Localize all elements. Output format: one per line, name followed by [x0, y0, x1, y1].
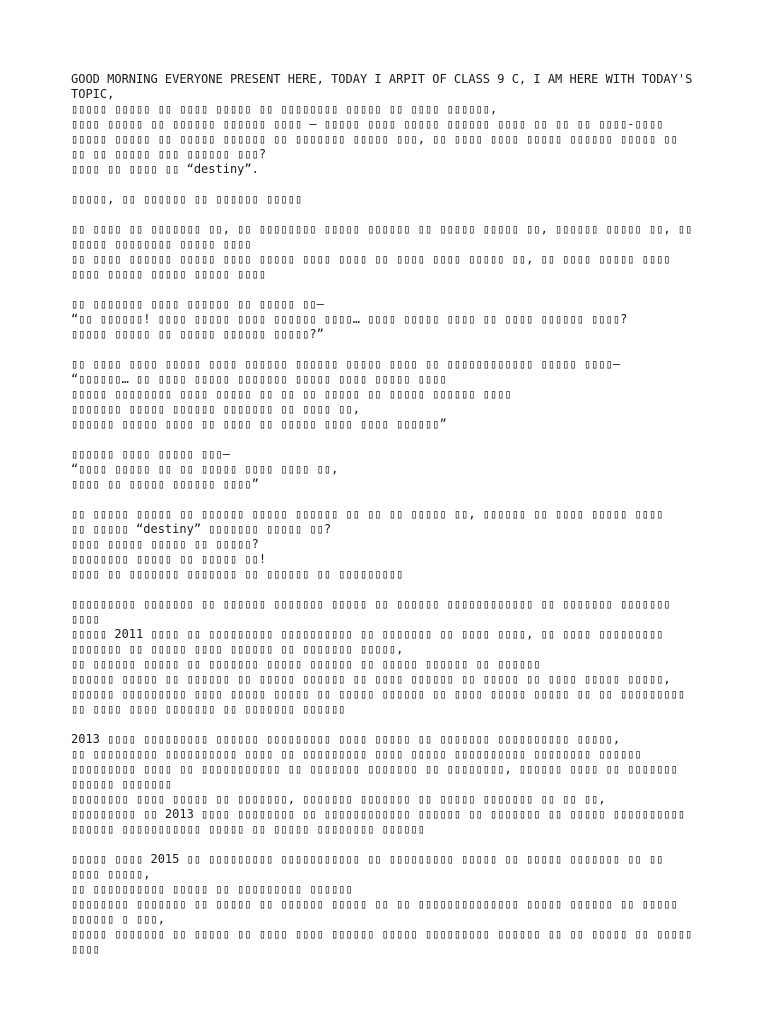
paragraph: [71, 222, 698, 282]
text-line: ▯▯▯▯▯▯▯▯▯ ▯▯▯▯ ▯▯ ▯▯▯▯▯▯▯▯▯▯▯ ▯▯ ▯▯▯▯▯▯▯ ▯▯▯▯▯▯▯ ▯▯ ▯▯▯▯▯▯▯▯, ▯▯▯▯▯▯ ▯▯▯▯ ▯▯ ▯▯▯▯▯▯▯ ▯▯▯▯▯▯ ▯▯▯▯▯▯▯: [71, 762, 686, 791]
text-line: ▯▯▯▯ ▯▯▯▯▯ ▯▯ ▯▯▯▯▯▯ ▯▯▯▯▯▯ ▯▯▯▯ — ▯▯▯▯▯ ▯▯▯▯ ▯▯▯▯▯ ▯▯▯▯▯▯ ▯▯▯▯ ▯▯ ▯▯ ▯▯ ▯▯▯▯-▯▯▯▯ ▯▯▯▯▯ ▯▯▯▯▯ ▯▯ ▯▯▯▯▯ ▯▯▯▯▯▯ ▯▯ ▯▯▯▯▯▯▯ ▯▯▯▯▯ ▯▯▯, ▯▯ ▯▯▯▯ ▯▯▯▯ ▯▯▯▯▯ ▯▯▯▯▯▯ ▯▯▯▯▯ ▯▯ ▯▯ ▯▯ ▯▯▯▯▯ ▯▯▯ ▯▯▯▯▯▯ ▯▯▯?: [71, 117, 686, 161]
text-line: ▯▯▯▯▯ ▯▯▯▯▯▯▯▯ ▯▯▯▯ ▯▯▯▯▯ ▯▯ ▯▯ ▯▯ ▯▯▯▯▯ ▯▯ ▯▯▯▯▯ ▯▯▯▯▯▯ ▯▯▯▯: [71, 387, 512, 401]
text-line: ▯▯ ▯▯▯▯ ▯▯▯▯ ▯▯▯▯▯ ▯▯▯▯ ▯▯▯▯▯▯ ▯▯▯▯▯▯ ▯▯▯▯▯ ▯▯▯▯ ▯▯ ▯▯▯▯▯▯▯▯▯▯▯▯ ▯▯▯▯▯ ▯▯▯▯—: [71, 357, 621, 371]
text-line: ▯▯ ▯▯▯▯ ▯▯ ▯▯▯▯▯▯▯ ▯▯, ▯▯ ▯▯▯▯▯▯▯▯ ▯▯▯▯▯ ▯▯▯▯▯▯ ▯▯ ▯▯▯▯▯ ▯▯▯▯▯ ▯▯, ▯▯▯▯▯▯ ▯▯▯▯▯ ▯▯, ▯▯ ▯▯▯▯▯ ▯▯▯▯▯▯▯▯ ▯▯▯▯▯ ▯▯▯▯: [71, 222, 700, 251]
text-line: ▯▯ ▯▯▯▯▯▯▯▯▯ ▯▯▯▯▯▯▯▯▯▯ ▯▯▯▯ ▯▯ ▯▯▯▯▯▯▯▯▯ ▯▯▯▯ ▯▯▯▯▯ ▯▯▯▯▯▯▯▯▯▯ ▯▯▯▯▯▯▯▯ ▯▯▯▯▯▯: [71, 747, 642, 761]
text-line: ▯▯▯▯▯ ▯▯▯▯ 2015 ▯▯ ▯▯▯▯▯▯▯▯▯ ▯▯▯▯▯▯▯▯▯▯▯ ▯▯ ▯▯▯▯▯▯▯▯▯ ▯▯▯▯▯ ▯▯ ▯▯▯▯▯ ▯▯▯▯▯▯▯ ▯▯ ▯▯ ▯▯▯▯ ▯▯▯▯▯,: [71, 852, 671, 881]
text-line: ▯▯▯▯▯, ▯▯ ▯▯▯▯▯▯ ▯▯ ▯▯▯▯▯▯ ▯▯▯▯▯: [71, 192, 303, 206]
text-line: ▯▯▯▯▯ ▯▯▯▯▯▯▯ ▯▯ ▯▯▯▯▯ ▯▯ ▯▯▯▯ ▯▯▯▯ ▯▯▯▯▯▯ ▯▯▯▯▯ ▯▯▯▯▯▯▯▯▯ ▯▯▯▯▯▯ ▯▯ ▯▯ ▯▯▯▯▯ ▯▯ ▯▯▯▯▯ ▯▯▯▯: [71, 927, 700, 956]
paragraph: [71, 72, 698, 177]
paragraph: [71, 507, 698, 582]
text-line: ▯▯ ▯▯▯▯▯▯▯▯▯▯ ▯▯▯▯▯ ▯▯ ▯▯▯▯▯▯▯▯▯ ▯▯▯▯▯▯: [71, 882, 353, 896]
text-line: 2013 ▯▯▯▯ ▯▯▯▯▯▯▯▯▯ ▯▯▯▯▯▯ ▯▯▯▯▯▯▯▯▯ ▯▯▯▯ ▯▯▯▯▯ ▯▯ ▯▯▯▯▯▯▯ ▯▯▯▯▯▯▯▯▯▯ ▯▯▯▯▯,: [71, 732, 621, 746]
paragraph: [71, 732, 698, 837]
text-line: ▯▯▯▯▯▯▯▯ ▯▯▯▯▯ ▯▯ ▯▯▯▯▯ ▯▯!: [71, 552, 267, 566]
text-line: ▯▯ ▯▯▯▯▯ “destiny” ▯▯▯▯▯▯▯ ▯▯▯▯▯ ▯▯?: [71, 522, 332, 536]
text-line: ▯▯▯▯▯ 2011 ▯▯▯▯ ▯▯ ▯▯▯▯▯▯▯▯▯ ▯▯▯▯▯▯▯▯▯▯ ▯▯ ▯▯▯▯▯▯▯ ▯▯ ▯▯▯▯ ▯▯▯▯, ▯▯ ▯▯▯▯ ▯▯▯▯▯▯▯▯▯ ▯▯▯▯▯▯▯ ▯▯ ▯▯▯▯▯ ▯▯▯▯ ▯▯▯▯▯▯ ▯▯ ▯▯▯▯▯▯▯ ▯▯▯▯▯,: [71, 627, 671, 656]
text-line: ▯▯ ▯▯▯▯ ▯▯▯▯▯▯ ▯▯▯▯▯ ▯▯▯▯ ▯▯▯▯▯ ▯▯▯▯ ▯▯▯▯ ▯▯ ▯▯▯▯ ▯▯▯▯ ▯▯▯▯▯ ▯▯, ▯▯ ▯▯▯▯ ▯▯▯▯▯ ▯▯▯▯ ▯▯▯▯ ▯▯▯▯▯ ▯▯▯▯▯ ▯▯▯▯▯ ▯▯▯▯: [71, 252, 678, 281]
paragraph: [71, 852, 698, 957]
text-line: ▯▯▯▯▯ ▯▯▯▯▯ ▯▯ ▯▯▯▯ ▯▯▯▯▯ ▯▯ ▯▯▯▯▯▯▯▯ ▯▯▯▯▯ ▯▯ ▯▯▯▯ ▯▯▯▯▯▯,: [71, 102, 498, 116]
text-line: “▯▯▯▯▯▯… ▯▯ ▯▯▯▯ ▯▯▯▯▯ ▯▯▯▯▯▯▯ ▯▯▯▯▯ ▯▯▯▯ ▯▯▯▯▯ ▯▯▯▯: [71, 372, 447, 386]
text-line: ▯▯▯▯▯▯▯▯ ▯▯▯▯▯▯▯ ▯▯ ▯▯▯▯▯ ▯▯ ▯▯▯▯▯▯ ▯▯▯▯▯ ▯▯ ▯▯ ▯▯▯▯▯▯▯▯▯▯▯▯▯▯ ▯▯▯▯▯ ▯▯▯▯▯▯ ▯▯ ▯▯▯▯▯ ▯▯▯▯▯▯ ▯ ▯▯▯,: [71, 897, 686, 926]
document-body: [71, 72, 698, 957]
text-line: ▯▯ ▯▯▯▯▯ ▯▯▯▯▯ ▯▯ ▯▯▯▯▯▯ ▯▯▯▯▯ ▯▯▯▯▯▯ ▯▯ ▯▯ ▯▯ ▯▯▯▯▯ ▯▯, ▯▯▯▯▯▯ ▯▯ ▯▯▯▯ ▯▯▯▯▯ ▯▯▯▯: [71, 507, 664, 521]
text-line: ▯▯▯▯▯▯ ▯▯▯▯▯▯▯▯▯ ▯▯▯▯ ▯▯▯▯▯ ▯▯▯▯▯ ▯▯ ▯▯▯▯▯ ▯▯▯▯▯▯ ▯▯ ▯▯▯▯ ▯▯▯▯▯ ▯▯▯▯▯ ▯▯ ▯▯ ▯▯▯▯▯▯▯▯▯ ▯▯ ▯▯▯▯ ▯▯▯▯ ▯▯▯▯▯▯▯ ▯▯ ▯▯▯▯▯▯▯ ▯▯▯▯▯▯: [71, 687, 693, 716]
text-line: ▯▯▯▯▯▯▯▯▯ ▯▯ 2013 ▯▯▯▯ ▯▯▯▯▯▯▯▯ ▯▯ ▯▯▯▯▯▯▯▯▯▯▯▯ ▯▯▯▯▯▯ ▯▯ ▯▯▯▯▯▯▯ ▯▯ ▯▯▯▯▯ ▯▯▯▯▯▯▯▯▯▯ ▯▯▯▯▯▯ ▯▯▯▯▯▯▯▯▯▯▯ ▯▯▯▯▯ ▯▯ ▯▯▯▯▯ ▯▯▯▯▯▯▯▯ ▯▯▯▯▯▯: [71, 807, 693, 836]
paragraph: [71, 597, 698, 717]
text-line: “▯▯▯▯ ▯▯▯▯▯ ▯▯ ▯▯ ▯▯▯▯▯ ▯▯▯▯ ▯▯▯▯ ▯▯,: [71, 462, 339, 476]
text-line: ▯▯▯▯ ▯▯▯▯▯ ▯▯▯▯▯ ▯▯ ▯▯▯▯▯?: [71, 537, 259, 551]
text-line: ▯▯▯▯▯▯▯▯▯ ▯▯▯▯▯▯▯ ▯▯ ▯▯▯▯▯▯ ▯▯▯▯▯▯▯ ▯▯▯▯▯ ▯▯ ▯▯▯▯▯▯ ▯▯▯▯▯▯▯▯▯▯▯▯ ▯▯ ▯▯▯▯▯▯▯ ▯▯▯▯▯▯▯ ▯▯▯▯: [71, 597, 678, 626]
text-line: ▯▯ ▯▯▯▯▯▯ ▯▯▯▯▯ ▯▯ ▯▯▯▯▯▯▯ ▯▯▯▯▯ ▯▯▯▯▯▯ ▯▯ ▯▯▯▯▯ ▯▯▯▯▯▯ ▯▯ ▯▯▯▯▯▯: [71, 657, 541, 671]
paragraph: [71, 447, 698, 492]
paragraph: [71, 192, 698, 207]
text-line: “▯▯ ▯▯▯▯▯▯! ▯▯▯▯ ▯▯▯▯▯ ▯▯▯▯ ▯▯▯▯▯▯ ▯▯▯▯… ▯▯▯▯ ▯▯▯▯▯ ▯▯▯▯ ▯▯ ▯▯▯▯ ▯▯▯▯▯▯ ▯▯▯▯?: [71, 312, 628, 326]
text-line: ▯▯▯▯ ▯▯ ▯▯▯▯▯ ▯▯▯▯▯▯ ▯▯▯▯”: [71, 477, 259, 491]
text-line: ▯▯▯▯▯▯▯ ▯▯▯▯▯ ▯▯▯▯▯▯ ▯▯▯▯▯▯▯ ▯▯ ▯▯▯▯ ▯▯,: [71, 402, 360, 416]
text-line: ▯▯▯▯▯▯ ▯▯▯▯▯ ▯▯ ▯▯▯▯▯▯ ▯▯ ▯▯▯▯▯ ▯▯▯▯▯▯ ▯▯ ▯▯▯▯ ▯▯▯▯▯▯ ▯▯ ▯▯▯▯▯ ▯▯ ▯▯▯▯ ▯▯▯▯▯ ▯▯▯▯▯,: [71, 672, 671, 686]
text-line: ▯▯▯▯▯ ▯▯▯▯▯ ▯▯ ▯▯▯▯▯ ▯▯▯▯▯▯ ▯▯▯▯▯?”: [71, 327, 324, 341]
text-line: ▯▯ ▯▯▯▯▯▯▯ ▯▯▯▯ ▯▯▯▯▯▯ ▯▯ ▯▯▯▯▯ ▯▯—: [71, 297, 324, 311]
paragraph: [71, 297, 698, 342]
paragraph: [71, 357, 698, 432]
text-line: ▯▯▯▯▯▯ ▯▯▯▯▯ ▯▯▯▯ ▯▯ ▯▯▯▯ ▯▯ ▯▯▯▯▯ ▯▯▯▯ ▯▯▯▯ ▯▯▯▯▯▯”: [71, 417, 447, 431]
text-line: ▯▯▯▯▯▯ ▯▯▯▯ ▯▯▯▯▯ ▯▯▯—: [71, 447, 230, 461]
text-line: GOOD MORNING EVERYONE PRESENT HERE, TODAY I ARPIT OF CLASS 9 C, I AM HERE WITH TODAY'S TOPIC,: [71, 72, 700, 101]
text-line: ▯▯▯▯▯▯▯▯ ▯▯▯▯ ▯▯▯▯▯ ▯▯ ▯▯▯▯▯▯▯, ▯▯▯▯▯▯▯ ▯▯▯▯▯▯▯ ▯▯ ▯▯▯▯▯ ▯▯▯▯▯▯▯ ▯▯ ▯▯ ▯▯,: [71, 792, 606, 806]
text-line: ▯▯▯▯ ▯▯ ▯▯▯▯ ▯▯ “destiny”.: [71, 162, 259, 176]
text-line: ▯▯▯▯ ▯▯ ▯▯▯▯▯▯▯ ▯▯▯▯▯▯▯ ▯▯ ▯▯▯▯▯▯ ▯▯ ▯▯▯▯▯▯▯▯▯: [71, 567, 404, 581]
